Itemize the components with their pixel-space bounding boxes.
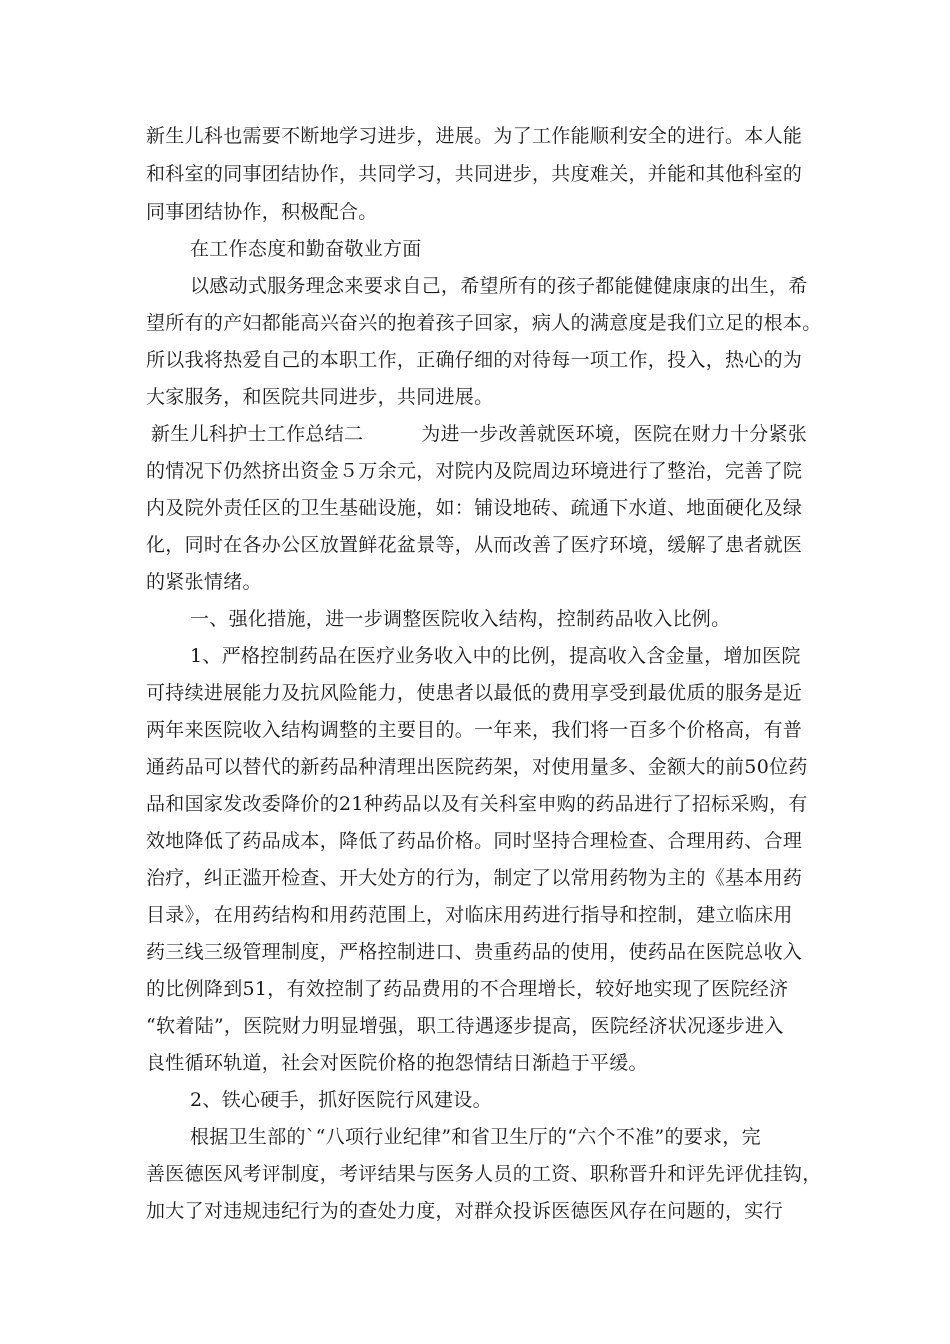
paragraph-line: 化，同时在各办公区放置鲜花盆景等，从而改善了医疗环境，缓解了患者就医 — [146, 534, 803, 556]
paragraph-line: 内及院外责任区的卫生基础设施，如：铺设地砖、疏通下水道、地面硬化及绿 — [146, 497, 803, 519]
paragraph-line: 效地降低了药品成本，降低了药品价格。同时坚持合理检查、合理用药、合理 — [146, 830, 803, 852]
paragraph-line: 可持续进展能力及抗风险能力，使患者以最低的费用享受到最优质的服务是近 — [146, 682, 803, 704]
paragraph-line: 的比例降到51，有效控制了药品费用的不合理增长，较好地实现了医院经济 — [146, 978, 789, 1000]
paragraph-line: 的情况下仍然挤出资金５万余元，对院内及院周边环境进行了整治，完善了院 — [146, 460, 803, 482]
paragraph-line: 加大了对违规违纪行为的查处力度，对群众投诉医德医风存在问题的，实行 — [146, 1200, 783, 1222]
paragraph-line: 望所有的产妇都能高兴奋兴的抱着孩子回家，病人的满意度是我们立足的根本。 — [146, 312, 822, 334]
paragraph-line: 同事团结协作，积极配合。 — [146, 201, 378, 223]
section-heading: 2、铁心硬手，抓好医院行风建设。 — [190, 1089, 492, 1111]
paragraph-line: 根据卫生部的`“八项行业纪律”和省卫生厅的“六个不准”的要求，完 — [190, 1126, 761, 1148]
paragraph-line: 新生儿科也需要不断地学习进步，进展。为了工作能顺利安全的进行。本人能 — [146, 125, 803, 147]
paragraph-line: 所以我将热爱自己的本职工作，正确仔细的对待每一项工作，投入，热心的为 — [146, 349, 803, 371]
paragraph-line: 的紧张情绪。 — [146, 571, 262, 593]
paragraph-line: 和科室的同事团结协作，共同学习，共同进步，共度难关，并能和其他科室的 — [146, 163, 803, 185]
paragraph-line: 善医德医风考评制度，考评结果与医务人员的工资、职称晋升和评先评优挂钩， — [146, 1163, 822, 1185]
section-heading: 一、强化措施，进一步调整医院收入结构，控制药品收入比例。 — [190, 608, 731, 630]
paragraph-line: 两年来医院收入结构调整的主要目的。一年来，我们将一百多个价格高，有普 — [146, 719, 803, 741]
section-title-line: 新生儿科护士工作总结二 为进一步改善就医环境，医院在财力十分紧张 — [151, 423, 808, 445]
paragraph-line: 大家服务，和医院共同进步，共同进展。 — [146, 386, 494, 408]
section-heading: 在工作态度和勤奋敬业方面 — [190, 238, 422, 260]
paragraph-line: 品和国家发改委降价的21种药品以及有关科室申购的药品进行了招标采购，有 — [146, 793, 808, 815]
paragraph-line: 治疗，纠正滥开检查、开大处方的行为，制定了以常用药物为主的《基本用药 — [146, 867, 803, 889]
paragraph-line: 良性循环轨道，社会对医院价格的抱怨情结日渐趋于平缓。 — [146, 1052, 648, 1074]
paragraph-line: 药三线三级管理制度，严格控制进口、贵重药品的使用，使药品在医院总收入 — [146, 941, 803, 963]
paragraph-line: “软着陆”，医院财力明显增强，职工待遇逐步提高，医院经济状况逐步进入 — [146, 1015, 784, 1037]
paragraph-line: 目录》，在用药结构和用药范围上，对临床用药进行指导和控制，建立临床用 — [146, 904, 793, 926]
paragraph-line: 以感动式服务理念来要求自己，希望所有的孩子都能健健康康的出生，希 — [190, 275, 808, 297]
paragraph-line: 通药品可以替代的新药品种清理出医院药架，对使用量多、金额大的前50位药 — [146, 756, 808, 778]
paragraph-line: 1、严格控制药品在医疗业务收入中的比例，提高收入含金量，增加医院 — [190, 645, 801, 667]
